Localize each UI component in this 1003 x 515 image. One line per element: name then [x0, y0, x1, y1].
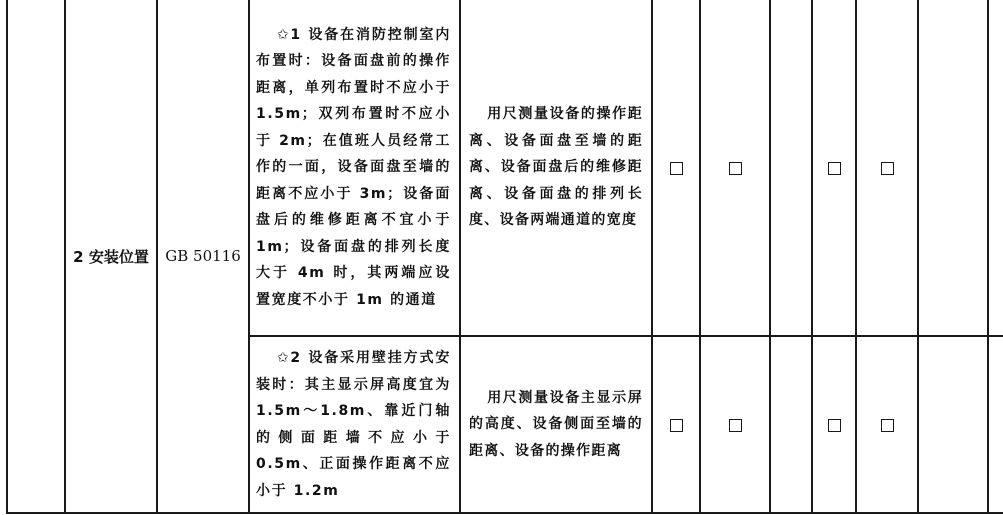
empty-cell: [988, 0, 1003, 336]
empty-cell: [770, 0, 812, 336]
checkbox-icon[interactable]: [670, 419, 683, 432]
checkbox-icon[interactable]: [670, 162, 683, 175]
result-checkbox[interactable]: [652, 336, 700, 513]
result-checkbox[interactable]: [700, 336, 770, 513]
standard-code: GB 50116: [157, 0, 249, 513]
result-checkbox[interactable]: [812, 336, 856, 513]
empty-cell: [918, 0, 988, 336]
result-checkbox[interactable]: [856, 0, 918, 336]
checkbox-icon[interactable]: [881, 162, 894, 175]
section-label: 2 安装位置: [65, 0, 157, 513]
result-checkbox[interactable]: [856, 336, 918, 513]
checkbox-icon[interactable]: [729, 419, 742, 432]
empty-cell: [918, 336, 988, 513]
empty-cell: [770, 336, 812, 513]
inspection-method-text: 用尺测量设备的操作距离、设备面盘至墙的距离、设备面盘后的维修距离、设备面盘的排列长度、设备两端通道的宽度: [460, 0, 652, 336]
checkbox-icon[interactable]: [828, 162, 841, 175]
inspection-table: [6, 0, 1003, 514]
blank-cell: [7, 0, 65, 513]
checkbox-icon[interactable]: [828, 419, 841, 432]
checkbox-icon[interactable]: [881, 419, 894, 432]
result-checkbox[interactable]: [652, 0, 700, 336]
empty-cell: [988, 336, 1003, 513]
requirement-text: ✩1 设备在消防控制室内布置时：设备面盘前的操作距离，单列布置时不应小于 1.5m；双列布置时不应小于 2m；在值班人员经常工作的一面，设备面盘至墙的距离不应小于 3m；设备面盘后的维修距离不宜小于 1m；设备面盘的排列长度大于 4m 时，其两端应设置宽度不小于 1m 的通道: [249, 0, 460, 336]
result-checkbox[interactable]: [812, 0, 856, 336]
checkbox-icon[interactable]: [729, 162, 742, 175]
table-row: [7, 0, 1003, 336]
inspection-method-text: 用尺测量设备主显示屏的高度、设备侧面至墙的距离、设备的操作距离: [460, 336, 652, 513]
requirement-text: ✩2 设备采用壁挂方式安装时：其主显示屏高度宜为 1.5m～1.8m、靠近门轴的侧面距墙不应小于 0.5m、正面操作距离不应小于 1.2m: [249, 336, 460, 513]
result-checkbox[interactable]: [700, 0, 770, 336]
